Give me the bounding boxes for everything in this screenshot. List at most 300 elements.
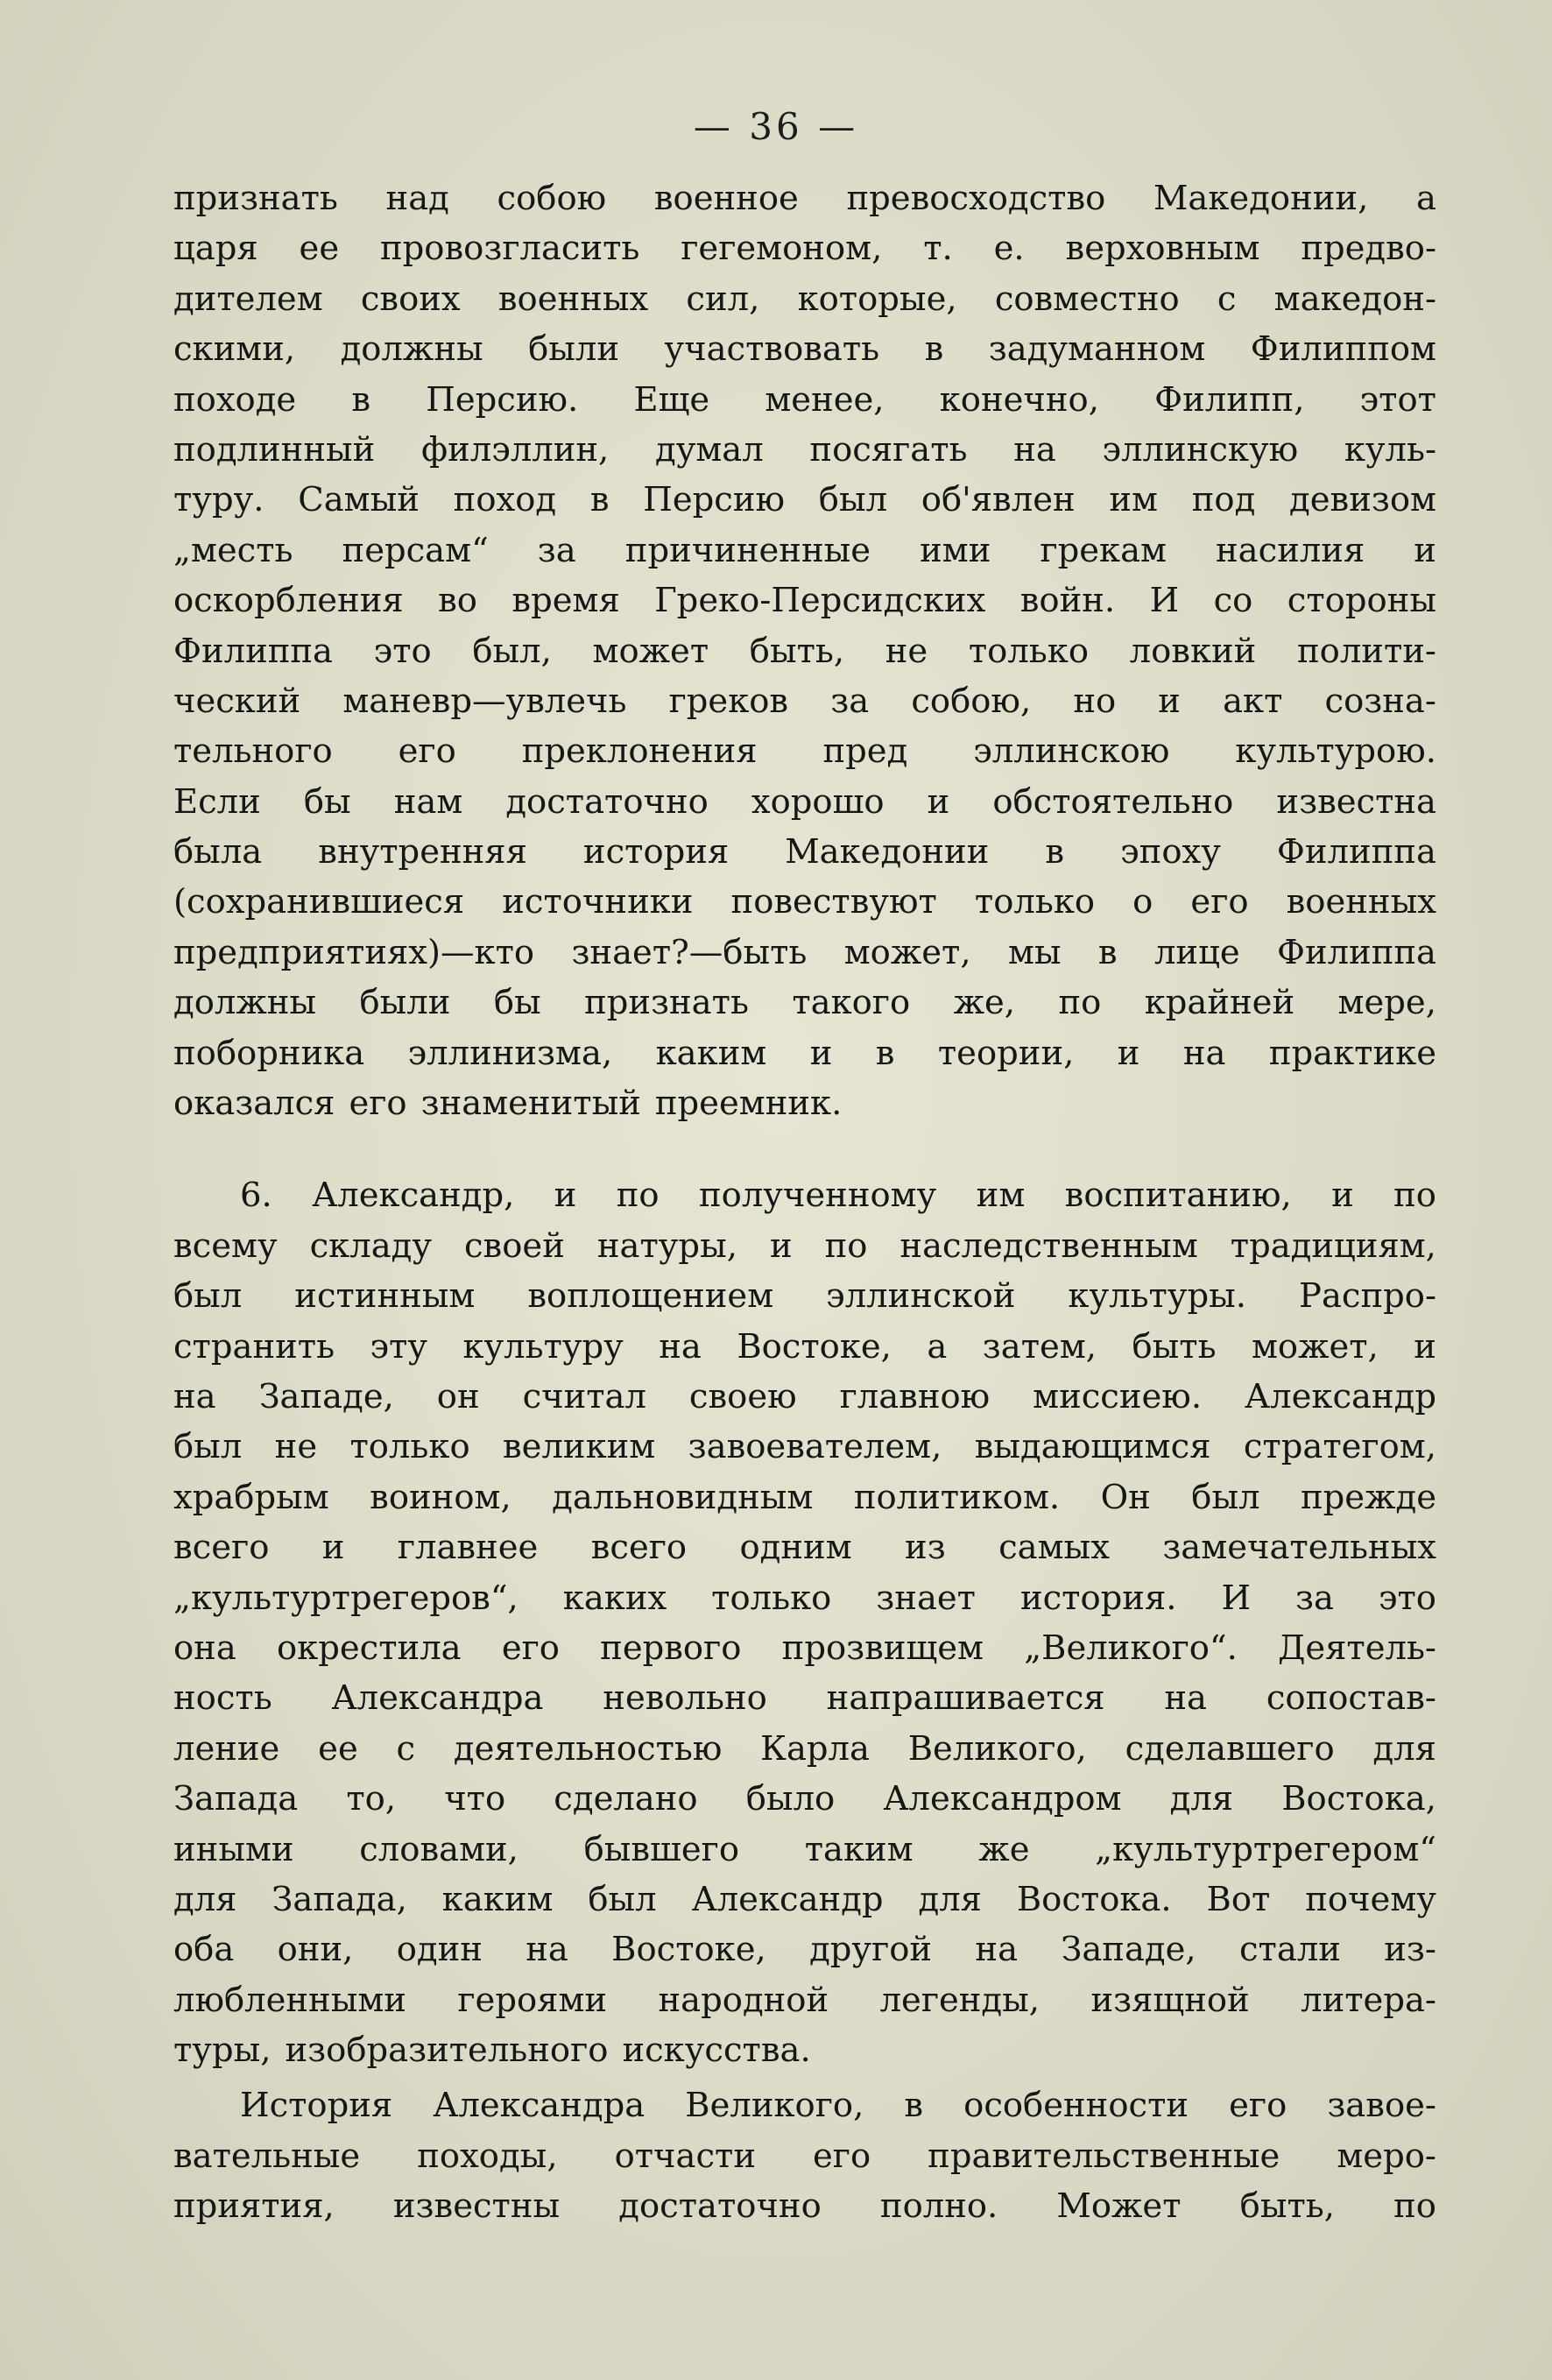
text-line	[173, 1372, 1436, 1422]
word: что	[444, 1779, 506, 1819]
word: наследственным	[899, 1225, 1198, 1266]
word: признать	[584, 983, 749, 1023]
word: одним	[739, 1528, 852, 1568]
text-line	[173, 626, 1436, 676]
word: главною	[839, 1376, 991, 1416]
word: И	[1221, 1578, 1252, 1618]
word: любленными	[173, 1980, 406, 2020]
text-line	[173, 1271, 1436, 1321]
word: Может	[1056, 2186, 1182, 2227]
word: вательные	[173, 2136, 361, 2176]
word: была	[173, 832, 263, 872]
word: искусства.	[622, 2030, 811, 2071]
word: и	[554, 1176, 577, 1216]
word: греков	[668, 681, 789, 721]
text-line	[173, 425, 1436, 475]
text-line	[173, 777, 1436, 827]
word: из	[905, 1528, 946, 1568]
word: известна	[1276, 781, 1436, 822]
word: изобразительного	[285, 2030, 609, 2071]
word: с	[1217, 279, 1237, 319]
word: каких	[562, 1578, 667, 1618]
word: ность	[173, 1678, 272, 1719]
word: Запада,	[272, 1879, 407, 1919]
word: считал	[522, 1376, 646, 1416]
word: провозгласить	[379, 229, 640, 269]
word: был,	[472, 631, 552, 671]
text-line	[173, 375, 1436, 425]
text-line	[173, 1774, 1436, 1824]
word: нам	[393, 781, 463, 822]
word: героями	[457, 1980, 608, 2020]
word: всего	[590, 1528, 688, 1568]
word: во	[438, 581, 477, 621]
word: не	[274, 1427, 318, 1467]
word: Востока.	[1016, 1879, 1172, 1919]
word: воспитанию,	[1064, 1176, 1292, 1216]
word: военное	[653, 179, 799, 218]
word: акт	[1223, 681, 1283, 721]
word: было	[745, 1779, 836, 1819]
word: гегемоном,	[681, 229, 883, 269]
word: стратегом,	[1243, 1427, 1436, 1467]
word: походы,	[417, 2136, 558, 2176]
word: для	[918, 1879, 982, 1919]
word: она	[173, 1628, 236, 1668]
word: может	[592, 631, 709, 671]
word: политиком.	[853, 1477, 1061, 1517]
word: филэллин,	[421, 429, 610, 470]
word: подлинный	[173, 429, 376, 470]
text-line	[173, 223, 1436, 273]
word: Филиппа	[1276, 832, 1436, 872]
word: насилия	[1216, 530, 1365, 570]
word: Западе,	[1061, 1930, 1196, 1970]
word: были	[359, 983, 451, 1023]
word: приятия,	[173, 2186, 335, 2227]
word: был	[588, 1879, 657, 1919]
word: „культуртрегером“	[1095, 1829, 1436, 1869]
text-line	[173, 2131, 1436, 2181]
word: прежде	[1300, 1477, 1436, 1517]
word: крайней	[1144, 983, 1295, 1023]
word: только	[711, 1578, 832, 1618]
word: для	[173, 1879, 237, 1919]
word: достаточно	[505, 781, 709, 822]
text-line	[173, 2080, 1436, 2130]
word: завоевателем,	[688, 1427, 942, 1467]
word: признать	[173, 179, 338, 218]
word: быть,	[1239, 2186, 1335, 2227]
word: Филиппом	[1250, 329, 1436, 370]
word: воплощением	[527, 1276, 774, 1317]
word: грекам	[1040, 530, 1167, 570]
word: меро-	[1337, 2136, 1436, 2176]
word: народной	[658, 1980, 829, 2020]
word: Александр	[1245, 1376, 1436, 1416]
word: может,	[1251, 1326, 1379, 1367]
word: ее	[299, 229, 340, 269]
word: его	[398, 731, 456, 772]
word: Запада	[173, 1779, 299, 1819]
word: сделавшего	[1125, 1728, 1335, 1769]
word: из-	[1384, 1930, 1436, 1970]
word: Филиппа	[1276, 932, 1436, 972]
word: Александр,	[312, 1176, 515, 1216]
word: на	[173, 1376, 216, 1416]
word: знаменитый	[420, 1084, 641, 1124]
word: самых	[998, 1528, 1110, 1568]
word: был	[1191, 1477, 1260, 1517]
word: натуры,	[596, 1225, 737, 1266]
text-line	[173, 576, 1436, 625]
word: ление	[173, 1728, 280, 1769]
text-line	[173, 1078, 1436, 1128]
word: с	[396, 1728, 416, 1769]
word: каким	[655, 1033, 767, 1073]
word: Александра	[331, 1678, 544, 1719]
word: менее,	[765, 379, 885, 420]
word: военных	[1286, 882, 1436, 922]
word: „месть	[173, 530, 293, 570]
word: такого	[792, 983, 911, 1023]
text-line	[173, 1875, 1436, 1924]
word: эллинскою	[973, 731, 1170, 772]
word: Филипп,	[1154, 379, 1305, 420]
word: эллинской	[826, 1276, 1016, 1317]
word: Еще	[633, 379, 710, 420]
word: история.	[1019, 1578, 1177, 1618]
word: бы	[493, 983, 541, 1023]
word: македон-	[1273, 279, 1436, 319]
word: это	[1378, 1578, 1436, 1618]
word: войн.	[1019, 581, 1116, 621]
word: культуры.	[1068, 1276, 1247, 1317]
word: и	[1331, 1176, 1354, 1216]
word: первого	[600, 1628, 742, 1668]
text-line	[173, 726, 1436, 776]
word: скими,	[173, 329, 296, 370]
text-line	[173, 1028, 1436, 1078]
word: царя	[173, 229, 258, 269]
word: традициям,	[1230, 1225, 1436, 1266]
word: своих	[360, 279, 461, 319]
word: Александра	[433, 2086, 645, 2126]
word: мы	[1007, 932, 1062, 972]
text-line	[173, 877, 1436, 927]
word: почему	[1305, 1879, 1436, 1919]
text-line	[173, 2025, 1436, 2075]
word: истинным	[294, 1276, 476, 1317]
word: знает?—быть	[571, 932, 808, 972]
text-line	[173, 1924, 1436, 1974]
word: его	[1229, 2086, 1287, 2126]
word: преклонения	[521, 731, 758, 772]
word: знает	[876, 1578, 976, 1618]
word: эллинскую	[1102, 429, 1299, 470]
word: Распро-	[1299, 1276, 1436, 1317]
word: со	[1213, 581, 1253, 621]
word: по	[1393, 1176, 1436, 1216]
word: Востока,	[1281, 1779, 1436, 1819]
text-line	[173, 526, 1436, 576]
text-line	[173, 173, 1436, 223]
word: в	[1045, 832, 1065, 872]
word: за	[537, 530, 576, 570]
word: военных	[497, 279, 649, 319]
word: Самый	[298, 480, 420, 520]
word: отчасти	[614, 2136, 756, 2176]
word: Деятель-	[1278, 1628, 1436, 1668]
word: напрашивается	[826, 1678, 1105, 1719]
word: Востоке,	[611, 1930, 766, 1970]
word: по	[1393, 2186, 1436, 2227]
word: а	[927, 1326, 948, 1367]
word: стороны	[1287, 581, 1436, 621]
word: практике	[1268, 1033, 1436, 1073]
word: под	[1191, 480, 1256, 520]
word: всего	[173, 1528, 270, 1568]
word: за	[830, 681, 870, 721]
word: по	[824, 1225, 868, 1266]
word: в	[351, 379, 371, 420]
body-text	[173, 173, 1436, 2232]
word: поборника	[173, 1033, 365, 1073]
word: лице	[1153, 932, 1240, 972]
word: Македонии,	[1153, 179, 1369, 218]
text-line	[173, 324, 1436, 374]
word: куль-	[1344, 429, 1436, 470]
word: для	[1169, 1779, 1234, 1819]
word: по	[1058, 983, 1102, 1023]
word: каким	[441, 1879, 554, 1919]
word: были	[528, 329, 620, 370]
word: деятельностью	[453, 1728, 723, 1769]
word: его	[813, 2136, 871, 2176]
word: и	[1158, 681, 1181, 721]
word: дальновидным	[552, 1477, 814, 1517]
word: Востоке,	[737, 1326, 892, 1367]
word: а	[1416, 179, 1436, 218]
word: сил,	[686, 279, 760, 319]
word: же	[978, 1829, 1030, 1869]
word: затем,	[982, 1326, 1097, 1367]
page-number: — 36 —	[693, 105, 859, 148]
word: собою,	[911, 681, 1032, 721]
word: только	[974, 882, 1096, 922]
word: эллинизма,	[407, 1033, 613, 1073]
word: причиненные	[624, 530, 871, 570]
text-line	[173, 1975, 1436, 2025]
word: И	[1149, 581, 1180, 621]
word: „Великого“.	[1024, 1628, 1238, 1668]
word: им	[976, 1176, 1026, 1216]
word: дителем	[173, 279, 323, 319]
word: и	[1117, 1033, 1140, 1073]
word: в	[875, 1033, 895, 1073]
word: Он	[1100, 1477, 1151, 1517]
text-line	[173, 1573, 1436, 1623]
word: участвовать	[664, 329, 880, 370]
word: теории,	[937, 1033, 1075, 1073]
word: полно.	[879, 2186, 998, 2227]
text-line	[173, 1322, 1436, 1372]
word: легенды,	[879, 1980, 1041, 2020]
word: пред	[822, 731, 908, 772]
word: всему	[173, 1225, 278, 1266]
word: на	[1164, 1678, 1208, 1719]
word: в	[904, 2086, 924, 2126]
text-line	[173, 1724, 1436, 1774]
word: но	[1073, 681, 1117, 721]
word: культуру	[462, 1326, 624, 1367]
word: воином,	[370, 1477, 511, 1517]
word: предприятиях)—кто	[173, 932, 535, 972]
word: хорошо	[751, 781, 885, 822]
word: бывшего	[583, 1829, 740, 1869]
word: не	[885, 631, 928, 671]
word: для	[1372, 1728, 1436, 1769]
word: Если	[173, 781, 261, 822]
word: о	[1132, 882, 1153, 922]
word: оскорбления	[173, 581, 404, 621]
text-line	[173, 676, 1436, 726]
word: достаточно	[618, 2186, 822, 2227]
word: на	[1013, 429, 1056, 470]
text-line	[173, 274, 1436, 324]
word: полученному	[698, 1176, 937, 1216]
word: в	[589, 480, 610, 520]
word: своей	[464, 1225, 565, 1266]
word: над	[385, 179, 449, 218]
word: время	[511, 581, 620, 621]
word: об'явлен	[921, 480, 1076, 520]
word: то,	[346, 1779, 397, 1819]
word: походе	[173, 379, 297, 420]
paragraph-gap	[173, 1128, 1436, 1170]
word: его	[349, 1084, 407, 1124]
word: полити-	[1296, 631, 1436, 671]
word: которые,	[797, 279, 957, 319]
word: и	[1414, 1326, 1436, 1367]
word: на	[526, 1930, 568, 1970]
word: поход	[453, 480, 557, 520]
word: был	[173, 1276, 243, 1317]
word: правительственные	[928, 2136, 1280, 2176]
word: и	[809, 1033, 833, 1073]
word: преемник.	[654, 1084, 843, 1124]
word: он	[436, 1376, 480, 1416]
word: Великого,	[907, 1728, 1087, 1769]
word: и	[927, 781, 950, 822]
word: должны	[173, 983, 317, 1023]
word: сделано	[554, 1779, 698, 1819]
word: им	[1109, 480, 1158, 520]
word: храбрым	[173, 1477, 329, 1517]
text-line	[173, 1170, 1436, 1220]
word: конечно,	[939, 379, 1099, 420]
word: по	[616, 1176, 660, 1216]
word: особенности	[963, 2086, 1189, 2126]
text-line	[173, 1472, 1436, 1522]
word: известны	[392, 2186, 561, 2227]
word: странить	[173, 1326, 335, 1367]
word: быть	[1132, 1326, 1217, 1367]
word: эпоху	[1120, 832, 1221, 872]
word: великим	[503, 1427, 656, 1467]
word: может,	[843, 932, 971, 972]
word: бы	[303, 781, 351, 822]
word: созна-	[1324, 681, 1436, 721]
word: только	[968, 631, 1089, 671]
word: это	[373, 631, 432, 671]
word: прозвищем	[781, 1628, 984, 1668]
word: изящной	[1090, 1980, 1250, 2020]
text-line	[173, 1221, 1436, 1271]
word: Персию.	[426, 379, 579, 420]
word: оба	[173, 1930, 235, 1970]
word: т.	[923, 229, 953, 269]
text-line	[173, 1623, 1436, 1673]
word: его	[501, 1628, 560, 1668]
word: тельного	[173, 731, 333, 772]
word: эту	[370, 1326, 427, 1367]
text-line	[173, 2181, 1436, 2231]
word: Великого,	[685, 2086, 864, 2126]
word: и	[1414, 530, 1436, 570]
word: ческий	[173, 681, 301, 721]
word: туру.	[173, 480, 265, 520]
word: этот	[1359, 379, 1436, 420]
word: только	[349, 1427, 470, 1467]
word: быть,	[749, 631, 845, 671]
word: „культуртрегеров“,	[173, 1578, 519, 1618]
word: словами,	[359, 1829, 519, 1869]
word: на	[1182, 1033, 1226, 1073]
word: окрестила	[277, 1628, 462, 1668]
word: складу	[309, 1225, 433, 1266]
word: источники	[502, 882, 694, 922]
word: сопостав-	[1266, 1678, 1436, 1719]
word: другой	[809, 1930, 933, 1970]
word: совместно	[994, 279, 1180, 319]
word: е.	[993, 229, 1025, 269]
word: был	[173, 1427, 243, 1467]
word: мере,	[1337, 983, 1436, 1023]
word: повествуют	[730, 882, 937, 922]
word: девизом	[1289, 480, 1436, 520]
word: главнее	[397, 1528, 539, 1568]
word: думал	[655, 429, 764, 470]
word: (сохранившиеся	[173, 882, 465, 922]
word: один	[396, 1930, 483, 1970]
word: иными	[173, 1829, 294, 1869]
word: ее	[318, 1728, 358, 1769]
word: Александром	[883, 1779, 1122, 1819]
word: история	[582, 832, 730, 872]
word: предво-	[1301, 229, 1436, 269]
word: обстоятельно	[992, 781, 1234, 822]
word: Греко-Персидских	[654, 581, 986, 621]
word: Александр	[691, 1879, 884, 1919]
word: своею	[688, 1376, 797, 1416]
word: завое-	[1327, 2086, 1436, 2126]
word: за	[1295, 1578, 1334, 1618]
word: и	[769, 1225, 793, 1266]
word: же,	[953, 983, 1016, 1023]
word: замечательных	[1162, 1528, 1436, 1568]
text-line	[173, 1522, 1436, 1572]
